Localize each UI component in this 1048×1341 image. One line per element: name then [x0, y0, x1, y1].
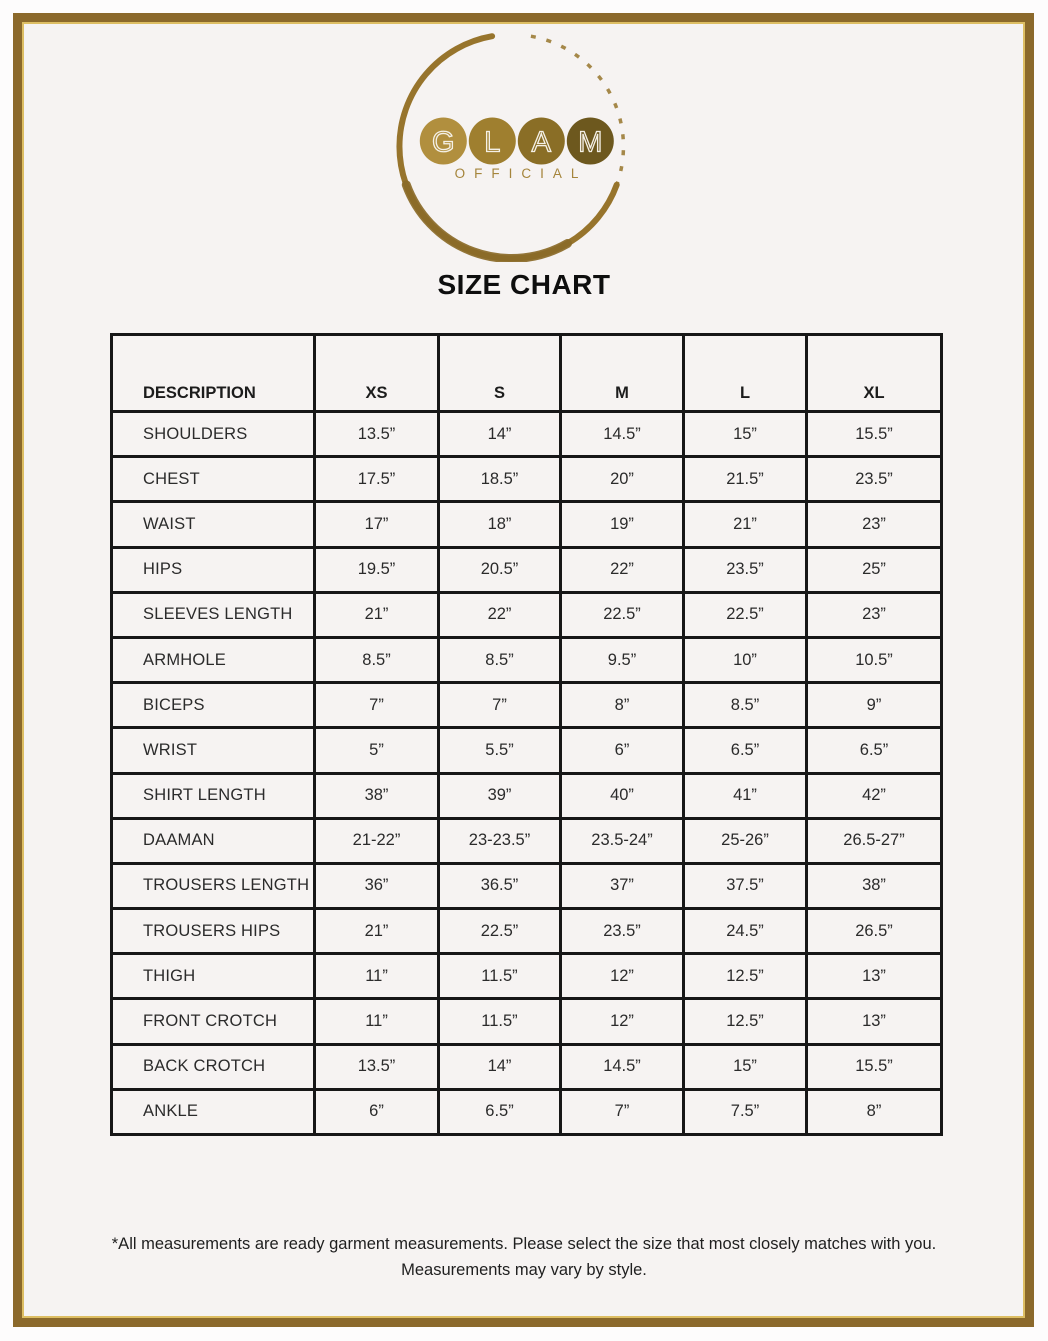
size-value: 23.5” — [807, 457, 942, 502]
size-value: 15” — [684, 1044, 807, 1089]
size-value: 19.5” — [315, 547, 439, 592]
logo-letter-a: A — [531, 126, 551, 159]
row-label: SLEEVES LENGTH — [112, 592, 315, 637]
size-value: 8” — [561, 683, 684, 728]
table-row — [112, 547, 942, 592]
size-value: 18.5” — [439, 457, 561, 502]
table-row — [112, 683, 942, 728]
size-value: 39” — [439, 773, 561, 818]
column-header-xl: XL — [807, 335, 942, 412]
size-value: 7.5” — [684, 1089, 807, 1134]
size-value: 14” — [439, 1044, 561, 1089]
table-row — [112, 457, 942, 502]
size-table-wrap — [110, 333, 943, 1136]
table-row — [112, 637, 942, 682]
size-value: 19” — [561, 502, 684, 547]
size-value: 6” — [315, 1089, 439, 1134]
size-value: 10.5” — [807, 637, 942, 682]
table-row — [112, 412, 942, 457]
size-value: 20” — [561, 457, 684, 502]
size-value: 8.5” — [439, 637, 561, 682]
size-value: 5” — [315, 728, 439, 773]
size-value: 12.5” — [684, 999, 807, 1044]
size-value: 15.5” — [807, 1044, 942, 1089]
table-row — [112, 954, 942, 999]
logo-subtitle: OFFICIAL — [454, 166, 588, 181]
logo-ring-thick-icon — [406, 185, 567, 259]
size-value: 7” — [439, 683, 561, 728]
table-row — [112, 502, 942, 547]
row-label: THIGH — [112, 954, 315, 999]
size-value: 25” — [807, 547, 942, 592]
size-value: 37.5” — [684, 863, 807, 908]
size-value: 36” — [315, 863, 439, 908]
size-value: 23-23.5” — [439, 818, 561, 863]
column-header-s: S — [439, 335, 561, 412]
size-value: 40” — [561, 773, 684, 818]
size-value: 15.5” — [807, 412, 942, 457]
size-value: 8” — [807, 1089, 942, 1134]
size-value: 7” — [315, 683, 439, 728]
size-value: 11” — [315, 999, 439, 1044]
size-value: 18” — [439, 502, 561, 547]
header-row — [112, 335, 942, 412]
size-value: 21” — [315, 592, 439, 637]
size-value: 9” — [807, 683, 942, 728]
size-value: 12” — [561, 954, 684, 999]
size-value: 23.5” — [561, 909, 684, 954]
size-value: 23.5-24” — [561, 818, 684, 863]
size-value: 21.5” — [684, 457, 807, 502]
size-value: 21” — [684, 502, 807, 547]
size-value: 14.5” — [561, 412, 684, 457]
size-value: 15” — [684, 412, 807, 457]
row-label: SHIRT LENGTH — [112, 773, 315, 818]
table-row — [112, 818, 942, 863]
row-label: WAIST — [112, 502, 315, 547]
row-label: WRIST — [112, 728, 315, 773]
column-header-xs: XS — [315, 335, 439, 412]
size-value: 23.5” — [684, 547, 807, 592]
logo-letter-l: L — [484, 126, 501, 159]
size-value: 13” — [807, 999, 942, 1044]
size-value: 22” — [561, 547, 684, 592]
logo-letter-g: G — [432, 126, 455, 159]
size-value: 22.5” — [561, 592, 684, 637]
table-row — [112, 773, 942, 818]
size-value: 6.5” — [684, 728, 807, 773]
row-label: BACK CROTCH — [112, 1044, 315, 1089]
size-value: 36.5” — [439, 863, 561, 908]
size-value: 11” — [315, 954, 439, 999]
size-value: 22.5” — [684, 592, 807, 637]
row-label: CHEST — [112, 457, 315, 502]
size-value: 8.5” — [684, 683, 807, 728]
row-label: HIPS — [112, 547, 315, 592]
row-label: FRONT CROTCH — [112, 999, 315, 1044]
row-label: ANKLE — [112, 1089, 315, 1134]
size-value: 11.5” — [439, 954, 561, 999]
size-value: 10” — [684, 637, 807, 682]
size-value: 8.5” — [315, 637, 439, 682]
table-row — [112, 728, 942, 773]
size-value: 23” — [807, 592, 942, 637]
size-value: 38” — [807, 863, 942, 908]
size-value: 5.5” — [439, 728, 561, 773]
size-value: 13.5” — [315, 1044, 439, 1089]
table-row — [112, 1089, 942, 1134]
table-row — [112, 999, 942, 1044]
size-value: 26.5-27” — [807, 818, 942, 863]
size-value: 20.5” — [439, 547, 561, 592]
page-title: SIZE CHART — [437, 269, 611, 300]
size-value: 21” — [315, 909, 439, 954]
size-value: 37” — [561, 863, 684, 908]
size-value: 23” — [807, 502, 942, 547]
size-value: 17.5” — [315, 457, 439, 502]
table-row — [112, 909, 942, 954]
row-label: TROUSERS HIPS — [112, 909, 315, 954]
size-value: 21-22” — [315, 818, 439, 863]
row-label: BICEPS — [112, 683, 315, 728]
footnote — [0, 1231, 1048, 1283]
table-row — [112, 1044, 942, 1089]
size-value: 7” — [561, 1089, 684, 1134]
table-row — [112, 592, 942, 637]
column-header-m: M — [561, 335, 684, 412]
size-value: 24.5” — [684, 909, 807, 954]
size-table — [110, 333, 943, 1136]
size-value: 6.5” — [439, 1089, 561, 1134]
footnote-line-2: Measurements may vary by style. — [401, 1261, 647, 1279]
glam-logo — [396, 30, 636, 262]
size-value: 13” — [807, 954, 942, 999]
size-value: 9.5” — [561, 637, 684, 682]
size-value: 22.5” — [439, 909, 561, 954]
size-table-body — [112, 412, 942, 1135]
size-value: 6” — [561, 728, 684, 773]
row-label: TROUSERS LENGTH — [112, 863, 315, 908]
size-value: 12.5” — [684, 954, 807, 999]
size-value: 41” — [684, 773, 807, 818]
row-label: ARMHOLE — [112, 637, 315, 682]
row-label: DAAMAN — [112, 818, 315, 863]
footnote-line-1: *All measurements are ready garment measurements. Please select the size that most closely matches with you. — [111, 1235, 937, 1253]
size-value: 22” — [439, 592, 561, 637]
size-value: 14” — [439, 412, 561, 457]
size-value: 14.5” — [561, 1044, 684, 1089]
logo-letter-m: M — [578, 126, 603, 159]
size-value: 38” — [315, 773, 439, 818]
size-value: 11.5” — [439, 999, 561, 1044]
size-value: 25-26” — [684, 818, 807, 863]
size-value: 12” — [561, 999, 684, 1044]
size-value: 17” — [315, 502, 439, 547]
size-value: 26.5” — [807, 909, 942, 954]
table-row — [112, 863, 942, 908]
row-label: SHOULDERS — [112, 412, 315, 457]
size-value: 6.5” — [807, 728, 942, 773]
column-header-l: L — [684, 335, 807, 412]
size-value: 42” — [807, 773, 942, 818]
column-header-description: DESCRIPTION — [112, 335, 315, 412]
size-value: 13.5” — [315, 412, 439, 457]
